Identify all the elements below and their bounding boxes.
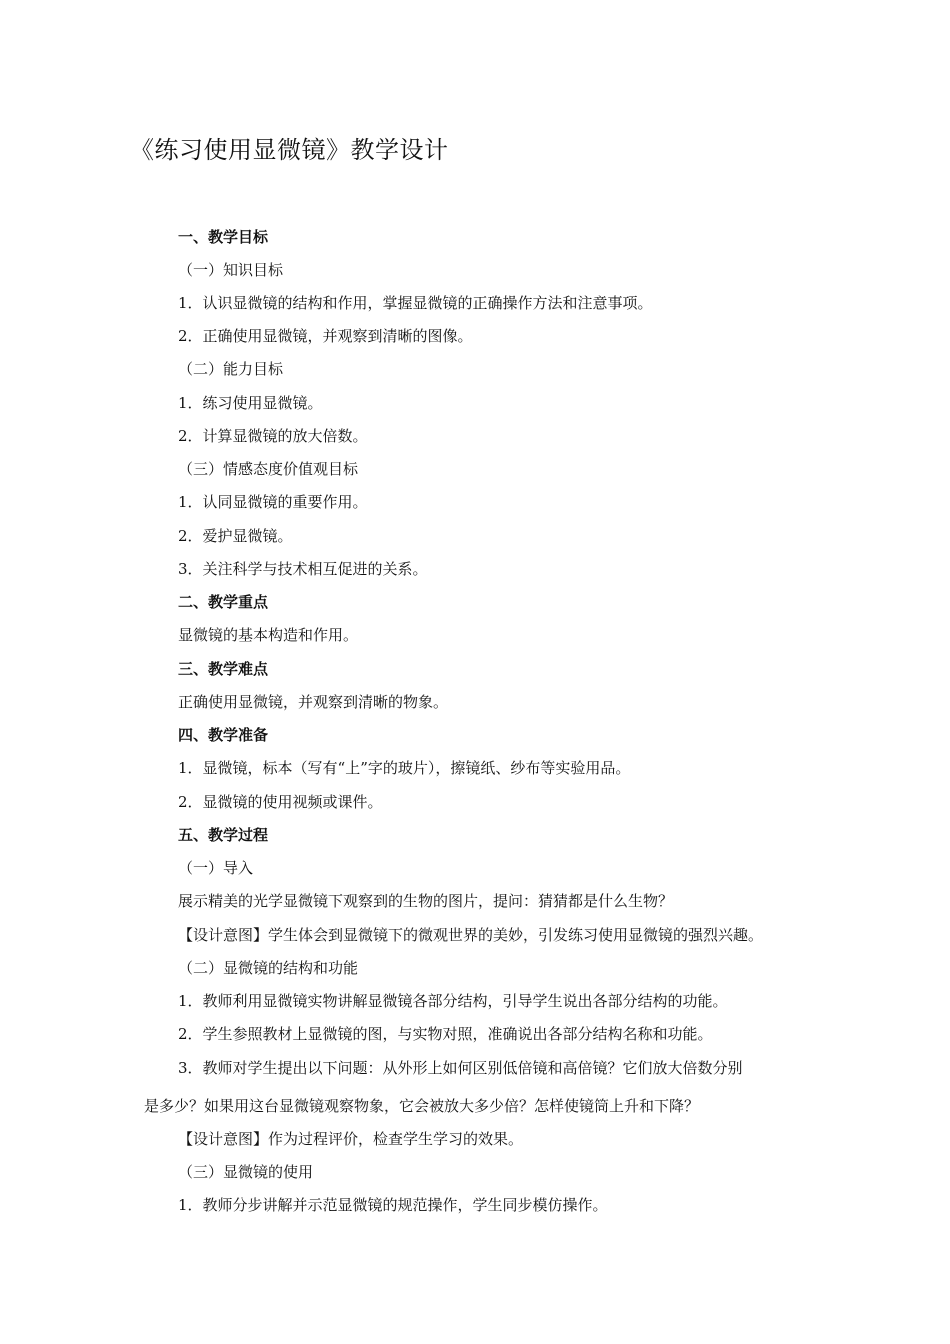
paragraph: 1．教师分步讲解并示范显微镜的规范操作，学生同步模仿操作。: [178, 1196, 608, 1214]
paragraph: 2．显微镜的使用视频或课件。: [178, 793, 383, 811]
paragraph: 展示精美的光学显微镜下观察到的生物的图片，提问：猜猜都是什么生物？: [178, 892, 674, 910]
paragraph: 1．认同显微镜的重要作用。: [178, 493, 368, 511]
section-heading-difficulties: 三、教学难点: [178, 660, 269, 678]
subheading-introduction: （一）导入: [178, 859, 254, 877]
section-heading-process: 五、教学过程: [178, 826, 269, 844]
paragraph: 2．学生参照教材上显微镜的图，与实物对照，准确说出各部分结构名称和功能。: [178, 1025, 713, 1043]
paragraph-continuation: 是多少？如果用这台显微镜观察物象，它会被放大多少倍？怎样使镜筒上升和下降？: [144, 1097, 700, 1115]
section-heading-objectives: 一、教学目标: [178, 228, 269, 246]
section-heading-preparation: 四、教学准备: [178, 726, 269, 744]
document-title: 《练习使用显微镜》教学设计: [130, 136, 449, 164]
subheading-knowledge: （一）知识目标: [178, 261, 284, 279]
paragraph: 1．显微镜，标本（写有“上”字的玻片），擦镜纸、纱布等实验用品。: [178, 759, 631, 777]
design-intent-note: 【设计意图】作为过程评价，检查学生学习的效果。: [178, 1130, 524, 1148]
subheading-attitude: （三）情感态度价值观目标: [178, 460, 359, 478]
paragraph: 1．教师利用显微镜实物讲解显微镜各部分结构，引导学生说出各部分结构的功能。: [178, 992, 728, 1010]
paragraph: 3．教师对学生提出以下问题：从外形上如何区别低倍镜和高倍镜？它们放大倍数分别: [178, 1059, 743, 1077]
paragraph: 2．正确使用显微镜，并观察到清晰的图像。: [178, 327, 473, 345]
subheading-usage: （三）显微镜的使用: [178, 1163, 314, 1181]
paragraph: 2．爱护显微镜。: [178, 527, 293, 545]
section-heading-key-points: 二、教学重点: [178, 593, 269, 611]
subheading-structure: （二）显微镜的结构和功能: [178, 959, 359, 977]
paragraph: 正确使用显微镜，并观察到清晰的物象。: [178, 693, 449, 711]
paragraph: 1．认识显微镜的结构和作用，掌握显微镜的正确操作方法和注意事项。: [178, 294, 653, 312]
design-intent-note: 【设计意图】学生体会到显微镜下的微观世界的美妙，引发练习使用显微镜的强烈兴趣。: [178, 926, 764, 944]
paragraph: 1．练习使用显微镜。: [178, 394, 323, 412]
subheading-ability: （二）能力目标: [178, 360, 284, 378]
paragraph: 显微镜的基本构造和作用。: [178, 626, 359, 644]
paragraph: 2．计算显微镜的放大倍数。: [178, 427, 368, 445]
paragraph: 3．关注科学与技术相互促进的关系。: [178, 560, 428, 578]
